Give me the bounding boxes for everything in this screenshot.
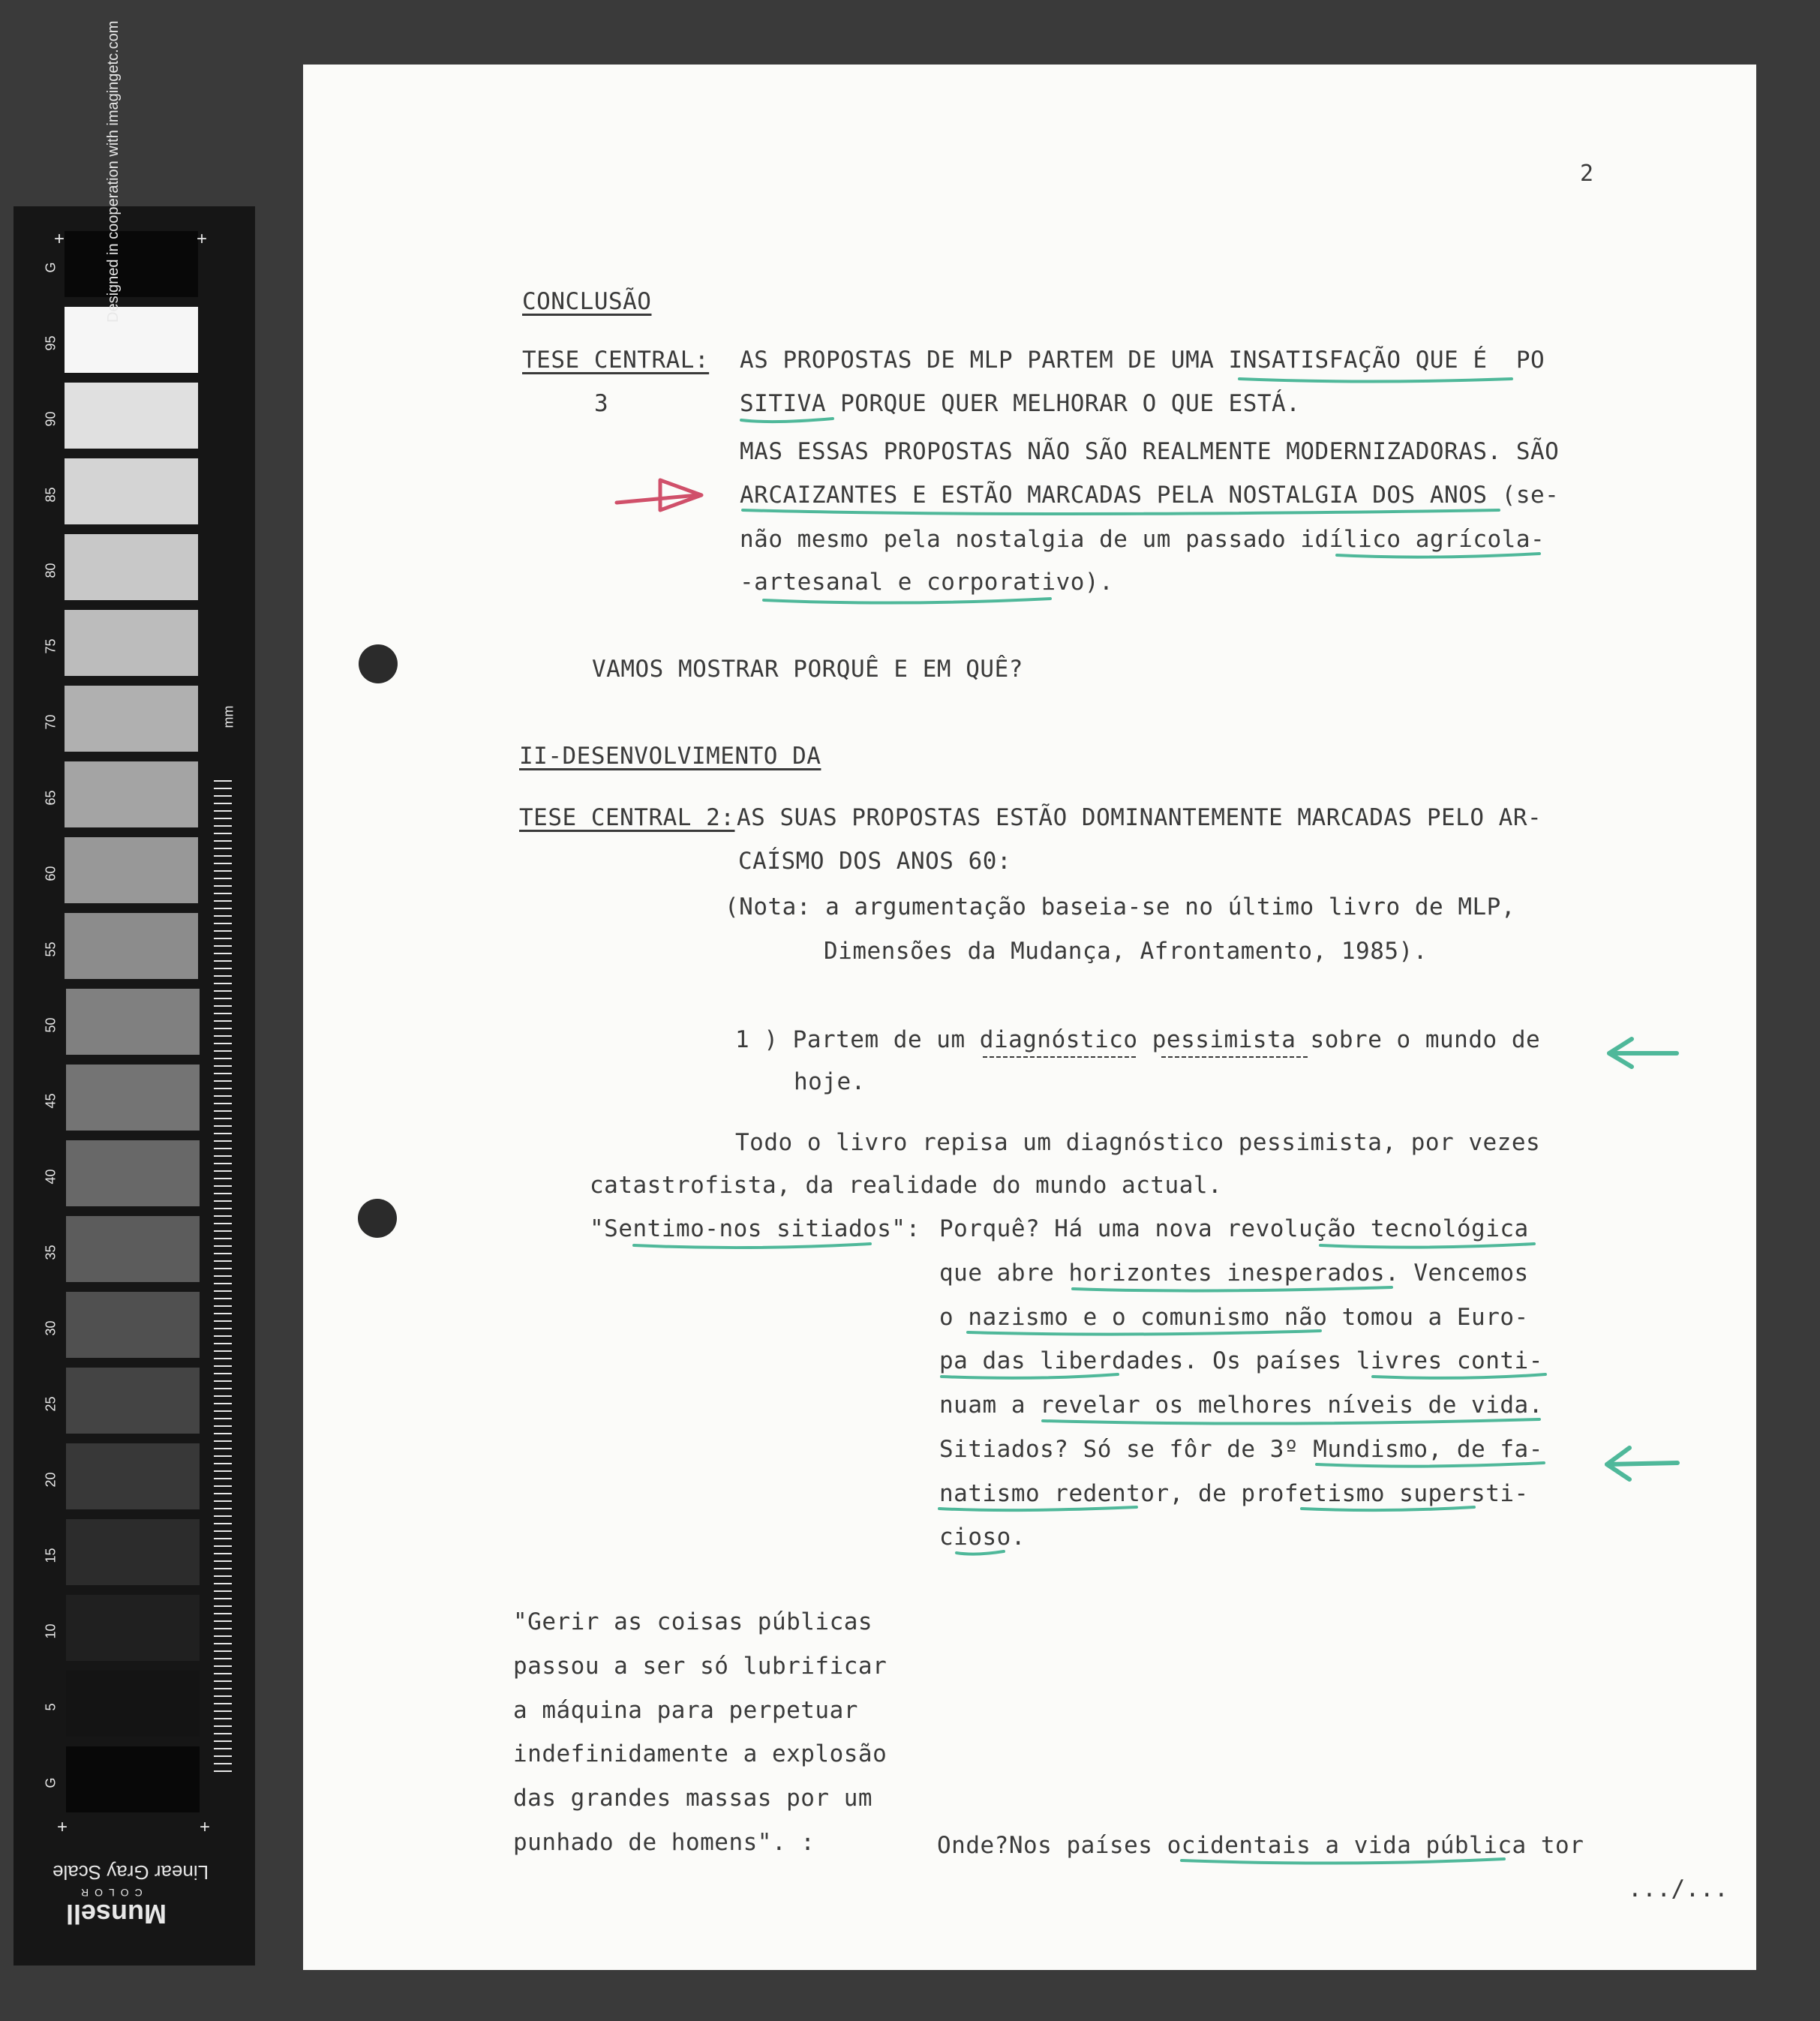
gray-patch-label: 90 [43,411,59,427]
scale-brand: Munsell [66,1899,167,1929]
gray-patch-label: 75 [43,638,59,654]
tese1-line: AS PROPOSTAS DE MLP PARTEM DE UMA INSATISFAÇÃO QUE É PO [740,347,1545,374]
quote-line: das grandes massas por um [513,1785,873,1812]
sitiados-line: o nazismo e o comunismo não tomou a Euro- [939,1304,1529,1331]
tese2-line: CAÍSMO DOS ANOS 60: [738,848,1012,875]
heading-conclusao: CONCLUSÃO [522,288,652,315]
scale-plus-mark: + [54,229,65,249]
quote-line: passou a ser só lubrificar [513,1653,887,1680]
gray-patch-label: G [43,262,59,273]
page-number: 2 [1580,161,1594,187]
tese1-line: SITIVA PORQUE QUER MELHORAR O QUE ESTÁ. [740,390,1301,417]
tese1-line: MAS ESSAS PROPOSTAS NÃO SÃO REALMENTE MODERNIZADORAS. SÃO [740,438,1560,465]
gray-patch-label: 50 [43,1017,59,1033]
scale-plus-mark: + [57,1817,68,1837]
scale-name: Linear Gray Scale [53,1861,209,1884]
para-line: Todo o livro repisa um diagnóstico pessimista, por vezes [735,1129,1541,1156]
gray-patch-label: 45 [43,1093,59,1109]
scale-credit: Designed in cooperation with imagingetc.com [105,20,122,323]
tese1-line: não mesmo pela nostalgia de um passado idílico agrícola- [740,526,1545,553]
sitiados-line: que abre horizontes inesperados. Vencemos [939,1260,1529,1287]
gray-patch-label: 25 [43,1396,59,1412]
gray-patch-label: 65 [43,790,59,806]
ruler-unit: mm [221,705,236,728]
tese1-label: TESE CENTRAL: [522,347,710,374]
gray-patch-label: 55 [43,941,59,957]
last-line: Onde?Nos países ocidentais a vida pública tor [937,1832,1584,1859]
gray-patch-label: 85 [43,487,59,503]
green-arrow-icon [1609,1039,1677,1067]
gray-patch-label: 5 [43,1703,59,1711]
gray-patch-label: G [43,1777,59,1788]
tese1-line: -artesanal e corporativo). [740,569,1114,596]
sitiados-line: nuam a revelar os melhores níveis de vida. [939,1392,1543,1419]
gray-patch-label: 30 [43,1320,59,1336]
sitiados-line: Sitiados? Só se fôr de 3º Mundismo, de fa- [939,1436,1543,1463]
scale-plus-mark: + [200,1817,211,1837]
question-line: VAMOS MOSTRAR PORQUÊ E EM QUÊ? [592,656,1023,683]
gray-patch-label: 40 [43,1169,59,1185]
section2-heading: II-DESENVOLVIMENTO DA [519,743,821,770]
quote-line: indefinidamente a explosão [513,1740,887,1767]
tese2-label: TESE CENTRAL 2: [519,804,735,831]
sitiados-label: "Sentimo-nos sitiados": [590,1215,921,1242]
quote-line: punhado de homens". : [513,1829,815,1856]
gray-patch-label: 95 [43,335,59,351]
gray-patch-label: 80 [43,563,59,578]
tese1-number: 3 [594,390,609,417]
gray-patch-label: 60 [43,866,59,881]
gray-patch-label: 70 [43,714,59,730]
nota-line: Dimensões da Mudança, Afrontamento, 1985). [824,938,1428,965]
gray-patch-label: 10 [43,1623,59,1639]
green-arrow-icon [1607,1448,1677,1479]
tese2-line: AS SUAS PROPOSTAS ESTÃO DOMINANTEMENTE MARCADAS PELO AR- [737,804,1542,831]
point1-line: hoje. [794,1068,866,1095]
quote-line: a máquina para perpetuar [513,1697,858,1724]
gray-patch-label: 15 [43,1548,59,1563]
scale-brand-sub: COLOR [75,1887,143,1899]
green-underlines [634,379,1545,1863]
nota-line: (Nota: a argumentação baseia-se no último livro de MLP, [725,893,1515,920]
sitiados-line: natismo redentor, de profetismo supersti- [939,1480,1529,1507]
continuation-mark: .../... [1628,1875,1729,1902]
tese1-line: ARCAIZANTES E ESTÃO MARCADAS PELA NOSTALGIA DOS ANOS (se- [740,482,1560,509]
sitiados-line: cioso. [939,1524,1026,1551]
scale-plus-mark: + [197,229,208,249]
gray-patch-label: 20 [43,1472,59,1488]
para-line: catastrofista, da realidade do mundo actual. [590,1172,1223,1199]
point1-line: 1 ) Partem de um diagnóstico pessimista sobre o mundo de [735,1026,1541,1053]
quote-line: "Gerir as coisas públicas [513,1608,873,1635]
gray-patch-label: 35 [43,1245,59,1260]
sitiados-line: pa das liberdades. Os países livres conti- [939,1347,1543,1374]
sitiados-line: Porquê? Há uma nova revolução tecnológica [939,1215,1529,1242]
red-arrow-icon [617,480,701,510]
